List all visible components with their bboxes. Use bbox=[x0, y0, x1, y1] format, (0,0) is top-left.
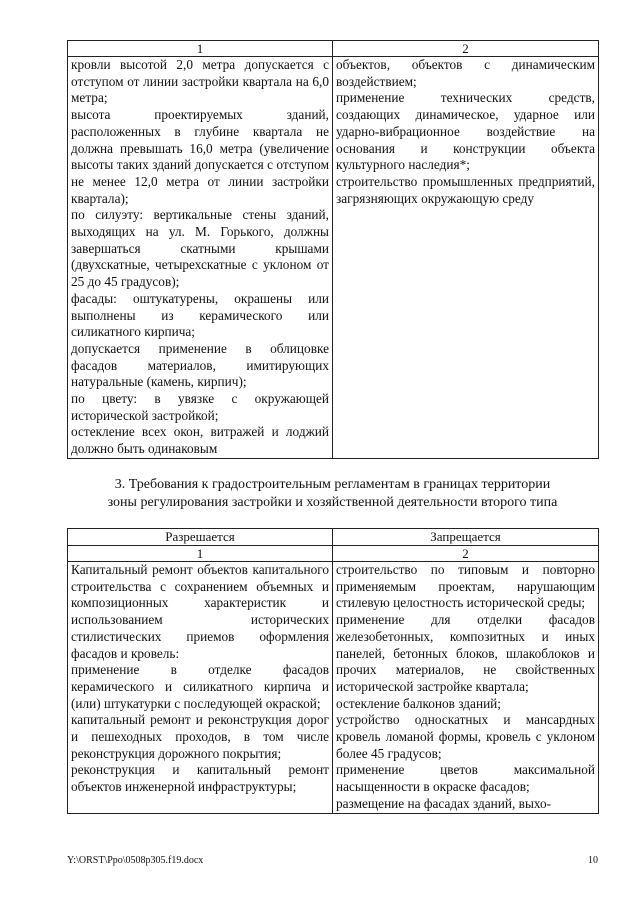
regulations-table-continued bbox=[67, 40, 599, 459]
section-heading-line-2: зоны регулирования застройки и хозяйственной деятельности второго типа bbox=[107, 495, 558, 510]
list-item: капитальный ремонт и реконструкция дорог и пешеходных проходов, в том числе реконструкция дорожного покрытия; bbox=[71, 712, 329, 761]
list-item: остекление балконов зданий; bbox=[336, 695, 501, 711]
footer-file-path: Y:\ORST\Ppo\0508p305.f19.docx bbox=[67, 855, 204, 866]
list-item: высота проектируемых зданий, расположенных в глубине квартала не должна превышать 16,0 метра (увеличение высоты таких зданий допускается с отступом не менее 12,0 метра от линии застройки квартала); bbox=[71, 107, 329, 206]
list-item: применение цветов максимальной насыщенности в окраске фасадов; bbox=[336, 762, 595, 795]
header-prohibited: Запрещается bbox=[333, 529, 599, 546]
column-number-row bbox=[68, 41, 599, 57]
prohibited-column bbox=[333, 562, 599, 814]
list-item: применение технических средств, создающих динамическое, ударное или ударно-вибрационное воздействие на основания и конструкции объекта культурного наследия*; bbox=[336, 90, 595, 173]
table-row bbox=[68, 562, 599, 814]
allowed-column bbox=[68, 562, 333, 814]
list-item: кровли высотой 2,0 метра допускается с отступом от линии застройки квартала на 6,0 метра; bbox=[71, 57, 329, 106]
section-heading-line-1: 3. Требования к градостроительным регламентам в границах территории bbox=[114, 477, 551, 492]
list-item: по цвету: в увязке с окружающей исторической застройкой; bbox=[71, 391, 329, 423]
column-number-2: 2 bbox=[333, 41, 599, 57]
list-item: размещение на фасадах зданий, выхо- bbox=[336, 795, 552, 811]
list-item: допускается применение в облицовке фасадов материалов, имитирующих натуральные (камень, кирпич); bbox=[71, 340, 329, 390]
list-item: Капитальный ремонт объектов капитального строительства с сохранением объемных и композиционных характеристик и использованием исторических стилистических приемов оформления фасадов и кровель: bbox=[71, 562, 329, 661]
list-item: применение для отделки фасадов железобетонных, композитных и иных панелей, бетонных блоков, шлакоблоков и прочих материалов, не свойственных исторической застройке квартала; bbox=[336, 612, 595, 694]
list-item: фасады: оштукатурены, окрашены или выполнены из керамического или силикатного кирпича; bbox=[71, 290, 329, 340]
list-item: реконструкция и капитальный ремонт объектов инженерной инфраструктуры; bbox=[71, 762, 329, 795]
list-item: строительство по типовым и повторно применяемым проектам, нарушающим стилевую целостность исторической среды; bbox=[336, 562, 595, 611]
column-number-row bbox=[68, 546, 599, 562]
column-number-2: 2 bbox=[333, 546, 599, 562]
column-number-1: 1 bbox=[68, 41, 333, 57]
list-item: объектов, объектов с динамическим воздействием; bbox=[336, 57, 595, 89]
zone-two-regulations-table bbox=[67, 528, 599, 814]
section-heading bbox=[67, 476, 598, 512]
list-item: устройство односкатных и мансардных кровель ломаной формы, кровель с уклоном более 45 градусов; bbox=[336, 712, 595, 761]
table-row bbox=[68, 57, 599, 459]
column-number-1: 1 bbox=[68, 546, 333, 562]
header-allowed: Разрешается bbox=[68, 529, 333, 546]
allowed-column bbox=[68, 57, 333, 459]
prohibited-column bbox=[333, 57, 599, 459]
list-item: строительство промышленных предприятий, загрязняющих окружающую среду bbox=[336, 173, 595, 206]
list-item: применение в отделке фасадов керамического и силикатного кирпича и (или) штукатурки с последующей окраской; bbox=[71, 662, 329, 711]
list-item: по силуэту: вертикальные стены зданий, выходящих на ул. М. Горького, должны завершаться скатными крышами (двухскатные, четырехскатные с уклоном от 25 до 45 градусов); bbox=[71, 207, 329, 290]
header-row bbox=[68, 529, 599, 546]
list-item: остекление всех окон, витражей и лоджий должно быть одинаковым bbox=[71, 424, 329, 457]
page-number: 10 bbox=[588, 855, 598, 866]
